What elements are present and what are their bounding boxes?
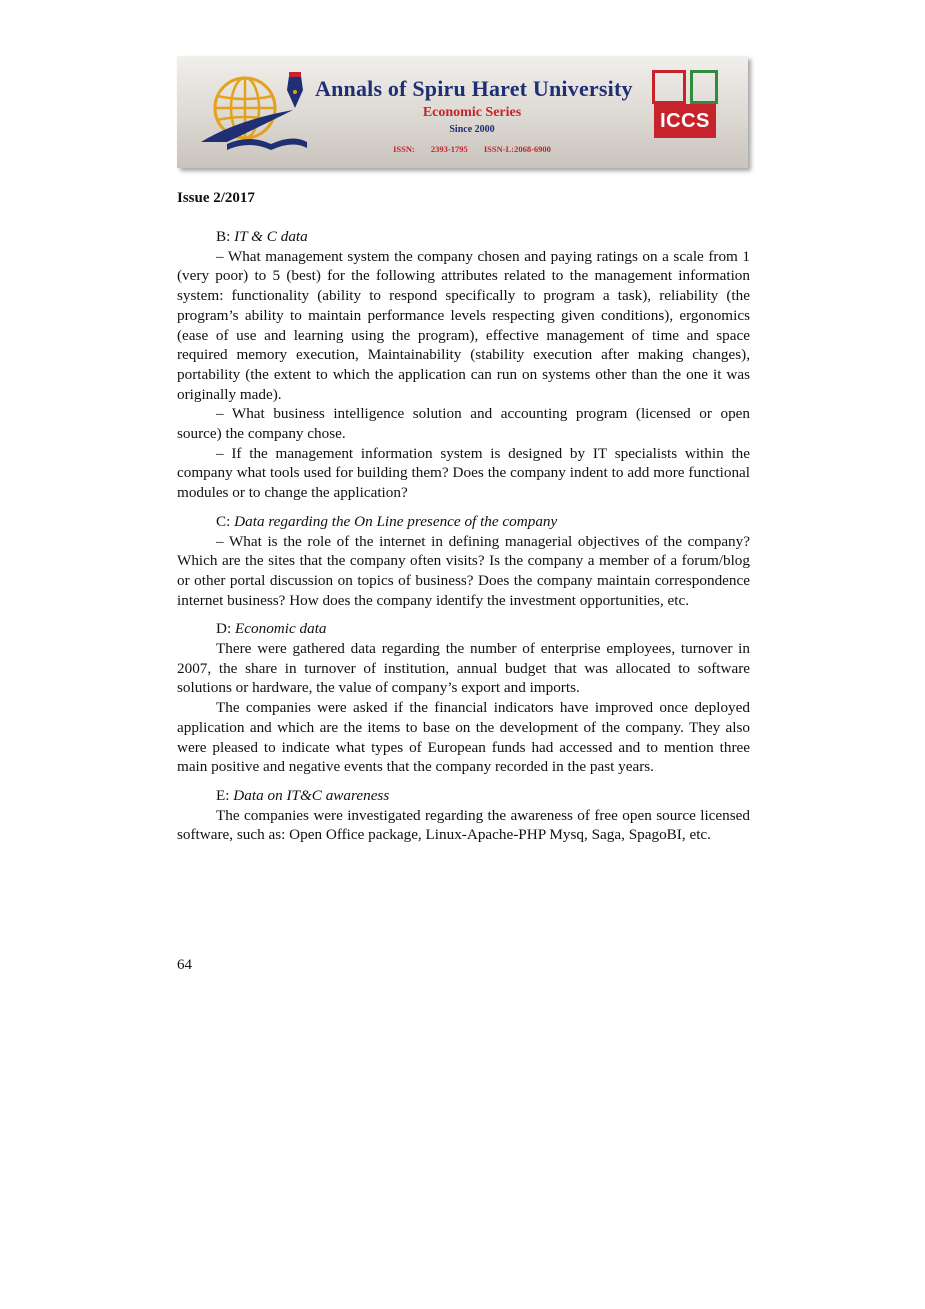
section-title: Data regarding the On Line presence of the company (234, 512, 558, 530)
journal-issn: ISSN: 2393-1795 ISSN-L:2068-6900 (393, 144, 551, 154)
iccs-logo-text: ICCS (654, 104, 716, 138)
paragraph: – If the management information system is designed by IT specialists within the company what tools used for building them? Does the company indent to add more functional modules or to change the application? (177, 444, 750, 502)
paragraph: – What management system the company chosen and paying ratings on a scale from 1 (very poor) to 5 (best) for the following attributes related to the management information system: functionality (ability to respond specifically to program a task), reliability (the program’s ability to maintain performance levels respecting given conditions), ergonomics (ease of use and learning using the program), effective management of time and space required memory execution, Maintainability (stability execution after making changes), portability (the extent to which the application can run on systems other than the one it was originally made). (177, 247, 750, 403)
paragraph: There were gathered data regarding the number of enterprise employees, turnover in 2007, the share in turnover of institution, annual budget that was allocated to software solutions or hardware, the value of company’s export and imports. (177, 640, 750, 697)
logo-square-red (652, 70, 686, 104)
section-letter: E: (216, 786, 234, 804)
journal-banner (177, 56, 748, 168)
section-heading-c (177, 512, 750, 532)
journal-subtitle: Economic Series (422, 105, 522, 120)
section-letter: D: (216, 620, 235, 638)
section-heading-e (177, 786, 750, 806)
journal-since: Since 2000 (449, 124, 495, 135)
section-letter: B: (216, 228, 235, 245)
paragraph: – What business intelligence solution and accounting program (licensed or open source) the company chose. (177, 405, 750, 443)
article-body (177, 227, 750, 845)
section-letter: C: (216, 512, 235, 530)
paragraph: – What is the role of the internet in defining managerial objectives of the company? Which are the sites that the company often visits? Is the company a member of a forum/blog or other portal discussion on topics of business? Does the company maintain correspondence internet business? How does the company identify the investment opportunities, etc. (177, 532, 750, 609)
logo-square-green (690, 70, 718, 104)
page-number: 64 (177, 957, 192, 973)
section-title: Data on IT&C awareness (233, 786, 390, 804)
journal-title: Annals of Spiru Haret University (315, 76, 633, 101)
section-title: IT & C data (234, 228, 308, 245)
paragraph: The companies were asked if the financial indicators have improved once deployed application and which are the items to base on the development of the company. They also were pleased to indicate what types of European funds had accessed and to mention three main positive and negative events that the company recorded in the past years. (177, 699, 750, 776)
issue-label: Issue 2/2017 (177, 190, 255, 206)
section-title: Economic data (234, 620, 327, 638)
paragraph: The companies were investigated regarding the awareness of free open source licensed software, such as: Open Office package, Linux-Apache-PHP Mysq, Saga, SpagoBI, etc. (177, 806, 750, 844)
section-heading-d (177, 619, 750, 639)
section-heading-b (177, 227, 750, 247)
iccs-logo-icon (650, 70, 722, 150)
globe-book-pen-logo-icon (197, 72, 309, 152)
